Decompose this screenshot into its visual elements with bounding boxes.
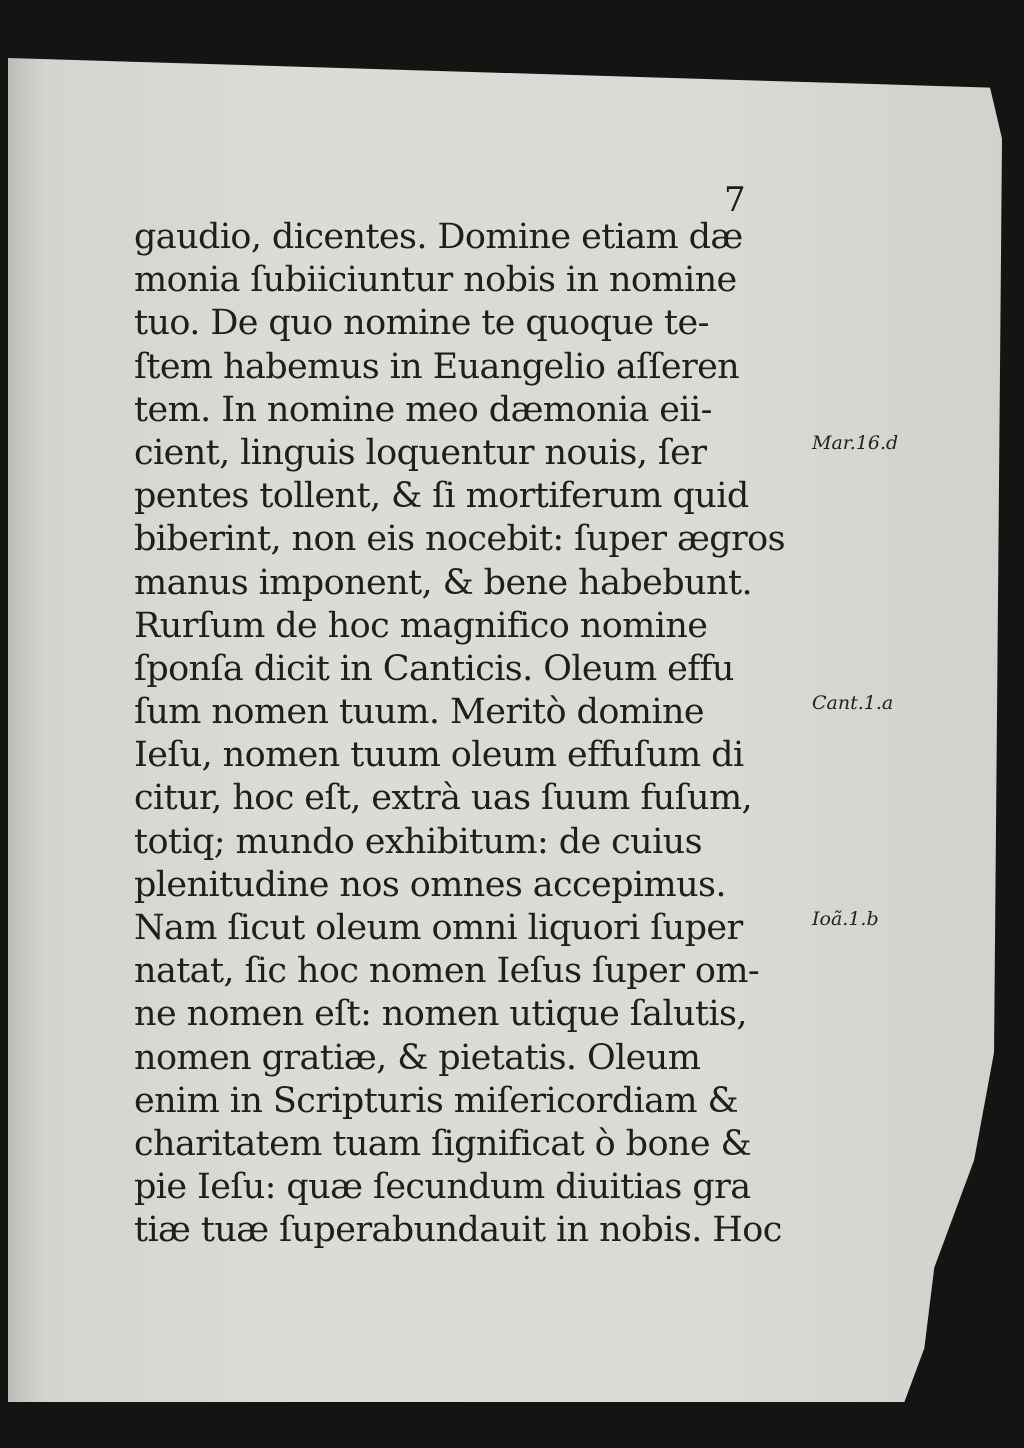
text-line: ſponſa dicit in Canticis. Oleum effu [134,648,734,689]
text-line: biberint, non eis nocebit: ſuper ægros [134,519,786,560]
text-line: natat, ſic hoc nomen Ieſus ſuper om- [134,951,760,992]
text-line: tuo. De quo nomine te quoque te- [134,303,709,344]
body-text [134,216,796,1253]
margin-note-canticles: Cant.1.a [812,692,894,714]
text-line: ſtem habemus in Euangelio aſſeren [134,346,740,387]
text-line: enim in Scripturis miſericordiam & [134,1080,739,1121]
text-line: monia ſubiiciuntur nobis in nomine [134,260,737,301]
text-line: gaudio, dicentes. Domine etiam dæ [134,217,743,257]
text-line: Rurſum de hoc magnifico nomine [134,605,708,646]
text-line: pentes tollent, & ſi mortiferum quid [134,476,749,517]
margin-note-mark: Mar.16.d [812,432,899,454]
text-line: plenitudine nos omnes accepimus. [134,864,726,905]
text-line: charitatem tuam ſignificat ò bone & [134,1123,752,1164]
text-line: tiæ tuæ ſuperabundauit in nobis. Hoc [134,1210,782,1251]
text-line: cient, linguis loquentur nouis, ſer [134,432,707,473]
text-line: Ieſu, nomen tuum oleum effuſum di [134,735,744,776]
margin-note-john: Ioã.1.b [812,908,879,930]
text-line: Nam ſicut oleum omni liquori ſuper [134,908,743,948]
text-line: manus imponent, & bene habebunt. [134,562,752,603]
text-line: citur, hoc eſt, extrà uas ſuum fuſum, [134,778,753,819]
page-number: 7 [724,180,746,220]
text-line: pie Ieſu: quæ ſecundum diuitias gra [134,1167,751,1208]
text-line: ſum nomen tuum. Meritò domine [134,692,705,733]
text-line: ne nomen eſt: nomen utique ſalutis, [134,994,747,1035]
text-line: totiq; mundo exhibitum: de cuius [134,821,702,862]
text-line: nomen gratiæ, & pietatis. Oleum [134,1037,701,1078]
text-line: tem. In nomine meo dæmonia eii- [134,389,712,430]
